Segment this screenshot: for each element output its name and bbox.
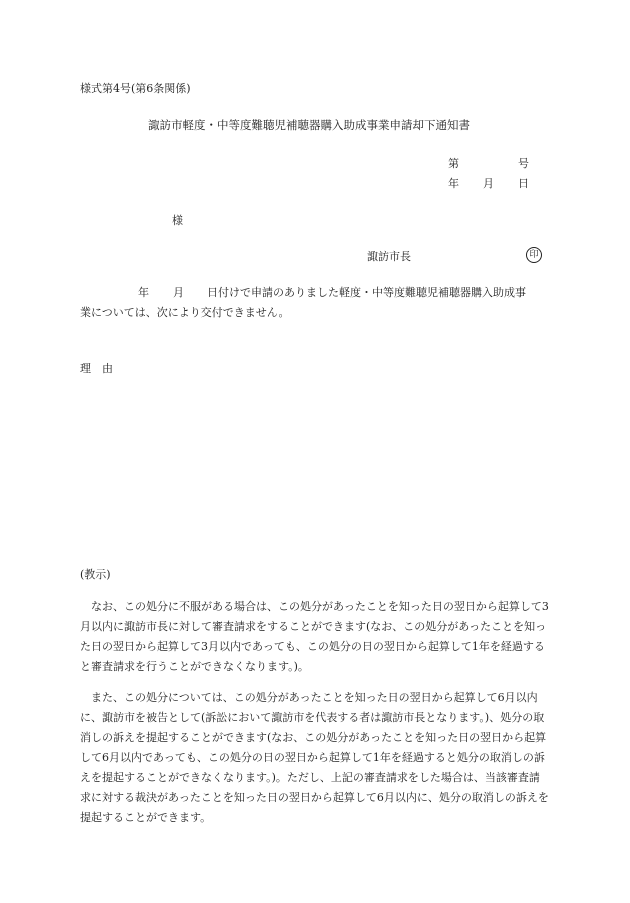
body-text-line1: 日付けで申請のありました軽度・中等度難聴児補聴器購入助成事 xyxy=(207,286,526,299)
body-date-month: 月 xyxy=(173,286,184,299)
doc-number-prefix: 第 xyxy=(448,157,459,170)
reason-label: 理 由 xyxy=(80,362,113,375)
doc-number-suffix: 号 xyxy=(518,157,529,170)
date-day: 日 xyxy=(518,177,529,190)
notice-label: (教示) xyxy=(80,568,111,581)
seal-mark: 印 xyxy=(526,247,542,263)
body-date-year: 年 xyxy=(138,286,149,299)
issuer: 諏訪市長 xyxy=(367,250,411,263)
body-text-line2: 業については、次により交付できません。 xyxy=(80,306,290,319)
notice-paragraph-2: また、この処分については、この処分があったことを知った日の翌日から起算して6月以内に、諏訪市を被告として(訴訟において諏訪市を代表する者は諏訪市長となります。)、処分の取消しの訴えを提起することができます(なお、この処分があったことを知った日の翌日から起算して6月以内であっても、この処分の日の翌日から起算して1年を経過すると処分の取消しの訴えを提起することができなくなります。)。ただし、上記の審査請求をした場合は、当該審査請求に対する裁決があったことを知った日の翌日から起算して6月以内に、処分の取消しの訴えを提起することができます。 xyxy=(80,691,549,824)
date-month: 月 xyxy=(483,177,494,190)
document-title: 諏訪市軽度・中等度難聴児補聴器購入助成事業申請却下通知書 xyxy=(148,118,470,132)
addressee-suffix: 様 xyxy=(172,214,183,227)
date-year: 年 xyxy=(448,177,459,190)
form-label: 様式第4号(第6条関係) xyxy=(80,82,191,95)
notice-paragraph-1: なお、この処分に不服がある場合は、この処分があったことを知った日の翌日から起算して3月以内に諏訪市長に対して審査請求をすることができます(なお、この処分があったことを知った日の翌日から起算して3月以内であっても、この処分の日の翌日から起算して1年を経過すると審査請求を行うことができなくなります。)。 xyxy=(80,600,549,673)
